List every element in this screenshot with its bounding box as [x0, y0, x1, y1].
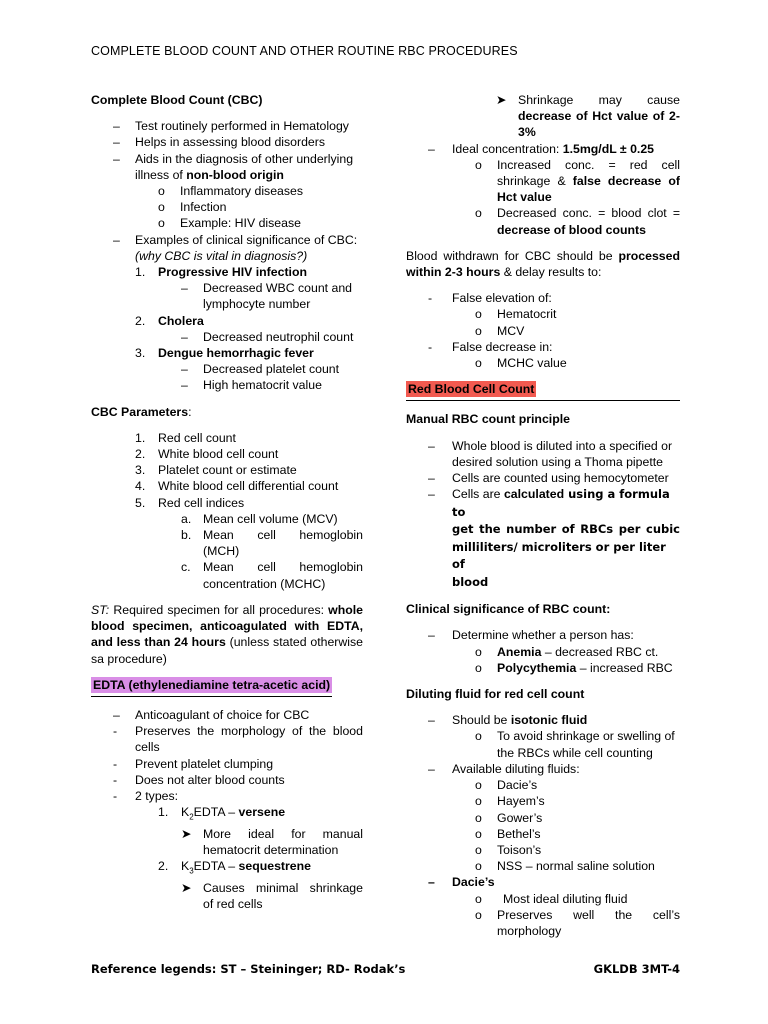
edta-heading: EDTA (ethylenediamine tetra-acetic acid) [91, 677, 332, 697]
dash-bullet: – [181, 329, 188, 344]
fluid-item: o NSS – normal saline solution [475, 859, 655, 874]
list-item: - Prevent platelet clumping [113, 756, 274, 771]
sub-item-cont: shrinkage & false decrease of [497, 174, 680, 189]
list-item: – Should be isotonic fluid [428, 713, 588, 728]
sub-item: o MCHC value [475, 356, 567, 371]
param-item: 1. Red cell count [135, 430, 236, 445]
footer-reference-legend: Reference legends: ST – Steininger; RD- Rodak’s [91, 962, 406, 976]
index-item-cont: concentration (MCHC) [203, 576, 326, 591]
specimen-note-cont: blood specimen, anticoagulated with EDTA, [91, 619, 363, 634]
list-item-cont: desired solution using a Thoma pipette [452, 454, 664, 469]
sub-item-cont: decrease of blood counts [497, 222, 646, 237]
dash-bullet: – [181, 281, 188, 296]
list-item-cont: illness of non-blood origin [135, 167, 284, 182]
list-item: - 2 types: [113, 788, 179, 803]
sub-item: o Increased conc. = red cell [475, 157, 680, 172]
edta-detail: ➤ Causes minimal shrinkage [181, 880, 363, 895]
shrinkage-note-cont: 3% [518, 125, 536, 140]
cbc-heading: Complete Blood Count (CBC) [91, 93, 263, 107]
fluid-item: o Dacie’s [475, 778, 538, 793]
list-item: – Cells are calculated using a formula to [428, 487, 670, 519]
clinical-significance-heading: Clinical significance of RBC count: [406, 602, 611, 617]
left-column [91, 92, 363, 912]
sub-item: o Anemia – decreased RBC ct. [475, 644, 659, 659]
list-item: – Dacie’s [428, 875, 495, 890]
list-item: – Test routinely performed in Hematology [113, 119, 349, 134]
sub-item: o Infection [158, 200, 227, 215]
processing-note-cont: within 2-3 hours & delay results to: [406, 265, 602, 280]
index-item-cont: (MCH) [203, 544, 240, 559]
sub-item: o Inflammatory diseases [158, 184, 304, 199]
list-item: - Preserves the morphology of the blood [113, 724, 363, 739]
example-item: 2. Cholera [135, 313, 204, 328]
sub-item: o Example: HIV disease [158, 216, 301, 231]
list-item: - Does not alter blood counts [113, 772, 285, 787]
example-detail: – Decreased platelet count [181, 362, 340, 377]
sub-item: o Polycythemia – increased RBC [475, 660, 673, 675]
example-item: 3. Dengue hemorrhagic fever [135, 346, 314, 361]
page-header: COMPLETE BLOOD COUNT AND OTHER ROUTINE RBC PROCEDURES [91, 44, 518, 58]
list-item: - False elevation of: [428, 291, 552, 306]
list-item-cont: (why CBC is vital in diagnosis?) [135, 248, 308, 263]
example-item: 1. Progressive HIV infection [135, 265, 307, 280]
diluting-fluid-heading: Diluting fluid for red cell count [406, 687, 585, 702]
fluid-item: o Hayem’s [475, 794, 545, 809]
list-item: – Anticoagulant of choice for CBC [113, 707, 310, 722]
sub-item-cont: morphology [497, 923, 562, 938]
circle-bullet: o [158, 216, 165, 231]
list-item: – Ideal concentration: 1.5mg/dL ± 0.25 [428, 141, 655, 156]
specimen-note: ST: Required specimen for all procedures: whole [91, 602, 363, 617]
example-detail-cont: lymphocyte number [203, 297, 311, 312]
rbc-count-heading: Red Blood Cell Count [406, 381, 680, 401]
param-item: 5. Red cell indices [135, 495, 245, 510]
sub-item: o To avoid shrinkage or swelling of [475, 729, 675, 744]
circle-bullet: o [158, 200, 165, 215]
arrow-bullet-icon: ➤ [496, 93, 507, 107]
list-item-cont: cells [135, 740, 160, 755]
list-item: – Available diluting fluids: [428, 761, 580, 776]
param-item: 4. White blood cell differential count [135, 479, 339, 494]
footer-course-code: GKLDB 3MT-4 [593, 962, 680, 976]
sub-item-cont: the RBCs while cell counting [497, 745, 653, 760]
sub-item: o Preserves well the cell’s [475, 907, 680, 922]
list-item-cont: milliliters/ microliters or per liter of [452, 539, 666, 572]
sub-item: o MCV [475, 323, 525, 338]
edta-detail: ➤ More ideal for manual [181, 826, 363, 841]
list-item: – Examples of clinical significance of CBC: [113, 232, 358, 247]
fluid-item: o Bethel’s [475, 826, 541, 841]
param-item: 3. Platelet count or estimate [135, 463, 297, 478]
list-item-cont: get the number of RBCs per cubic [452, 522, 680, 537]
shrinkage-note-cont: decrease of Hct value of 2- [518, 109, 680, 124]
index-item: c. Mean cell hemoglobin [181, 560, 363, 575]
processing-note: Blood withdrawn for CBC should be processed [406, 248, 680, 263]
edta-type: 1. $K_2EDTA$ – versene [158, 805, 286, 822]
dash-bullet: – [113, 232, 120, 247]
sub-item: o Decreased conc. = blood clot = [475, 206, 680, 221]
example-detail: – High hematocrit value [181, 378, 322, 393]
dash-bullet: – [113, 135, 120, 150]
specimen-note-cont: and less than 24 hours (unless stated otherwise [91, 635, 363, 650]
shrinkage-note: ➤ Shrinkage may cause [496, 93, 680, 107]
sub-item-cont: Hct value [497, 190, 552, 205]
index-item: b. Mean cell hemoglobin [181, 528, 363, 543]
fluid-item: o Gower’s [475, 810, 543, 825]
list-item: – Whole blood is diluted into a specified or [428, 438, 673, 453]
list-item: – Cells are counted using hemocytometer [428, 471, 669, 486]
params-heading: CBC Parameters: [91, 404, 192, 419]
index-item: a. Mean cell volume (MCV) [181, 511, 338, 526]
list-item: – Determine whether a person has: [428, 628, 634, 643]
circle-bullet: o [158, 184, 165, 199]
list-item: – Aids in the diagnosis of other underlying [113, 151, 354, 166]
right-column [406, 92, 680, 939]
sub-item: o Hematocrit [475, 307, 557, 322]
param-item: 2. White blood cell count [135, 447, 279, 462]
dash-bullet: – [113, 151, 120, 166]
list-item-cont: blood [452, 574, 489, 589]
specimen-note-cont: sa procedure) [91, 651, 167, 666]
fluid-item: o Toison’s [475, 842, 542, 857]
edta-detail-cont: hematocrit determination [203, 842, 339, 857]
example-detail: – Decreased neutrophil count [181, 329, 354, 344]
dash-bullet: – [181, 378, 188, 393]
arrow-bullet-icon: ➤ [181, 880, 192, 895]
dash-bullet: – [113, 119, 120, 134]
list-item: - False decrease in: [428, 339, 553, 354]
list-item: – Helps in assessing blood disorders [113, 135, 326, 150]
edta-detail-cont: of red cells [203, 897, 263, 912]
edta-type: 2. $K_3EDTA$ – sequestrene [158, 859, 311, 876]
dash-bullet: – [181, 362, 188, 377]
arrow-bullet-icon: ➤ [181, 826, 192, 841]
example-detail: – Decreased WBC count and [181, 281, 353, 296]
sub-item: o Most ideal diluting fluid [475, 891, 628, 906]
manual-principle-heading: Manual RBC count principle [406, 412, 570, 427]
